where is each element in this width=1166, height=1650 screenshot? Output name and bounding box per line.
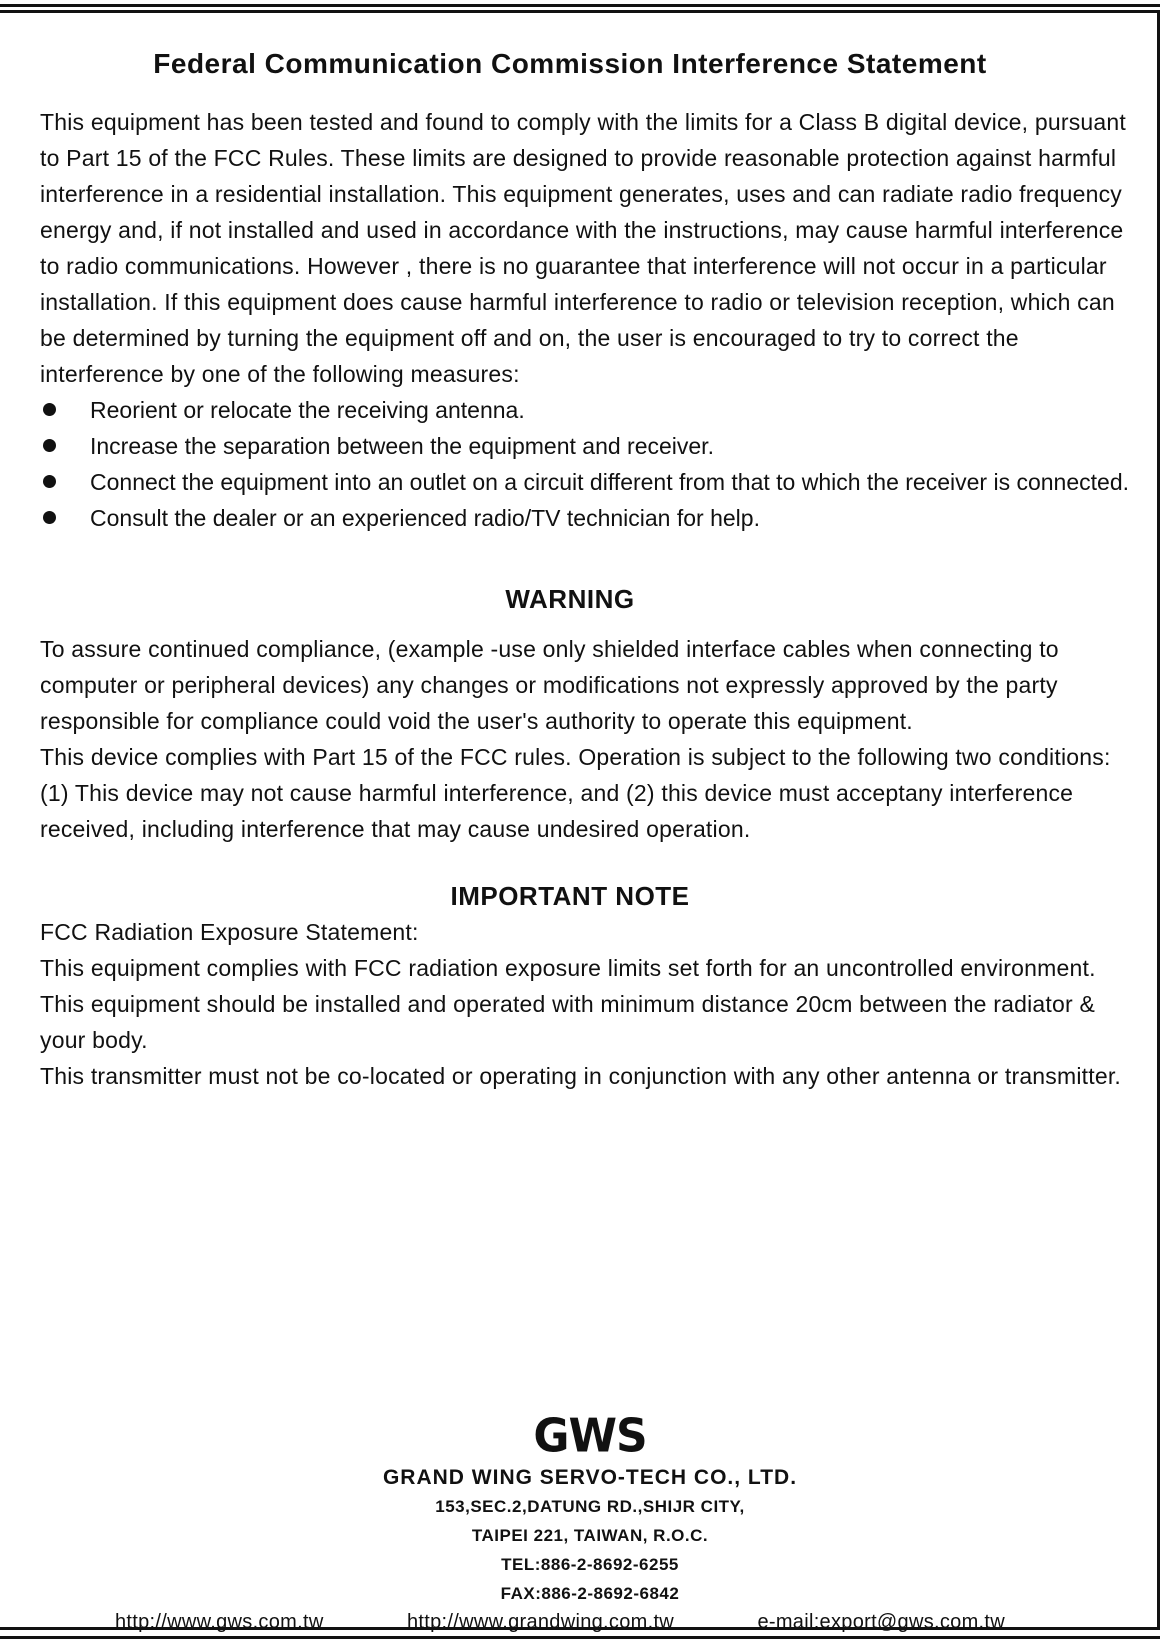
warning-section bbox=[40, 584, 1140, 847]
bottom-rule bbox=[0, 1636, 1160, 1639]
contact-links bbox=[115, 1608, 1005, 1636]
page-title: Federal Communication Commission Interference Statement bbox=[153, 48, 987, 79]
warning-heading: WARNING bbox=[505, 584, 635, 614]
list-item bbox=[40, 500, 1140, 536]
document-body bbox=[40, 40, 1140, 1633]
telephone: TEL:886-2-8692-6255 bbox=[501, 1555, 679, 1574]
bullet-icon bbox=[43, 511, 56, 524]
important-note-heading: IMPORTANT NOTE bbox=[450, 881, 690, 911]
warning-paragraph-1: To assure continued compliance, (example -use only shielded interface cables when connecting to computer or peripheral devices) any changes or modifications not expressly approved by the party responsible for compliance could void the user's authority to operate this equipment. bbox=[40, 636, 1059, 734]
email-link[interactable]: e-mail:export@gws.com.tw bbox=[757, 1611, 1005, 1633]
warning-paragraph-2: This device complies with Part 15 of the FCC rules. Operation is subject to the following two conditions: (1) This device may not cause harmful interference, and (2) this device must acceptany interference received, including interference that may cause undesired operation. bbox=[40, 744, 1111, 842]
website-link-gws[interactable]: http://www.gws.com.tw bbox=[115, 1611, 324, 1633]
website-link-grandwing[interactable]: http://www.grandwing.com.tw bbox=[406, 1611, 675, 1633]
list-item-text: Consult the dealer or an experienced radio/TV technician for help. bbox=[90, 505, 760, 531]
note-paragraph-1: This equipment complies with FCC radiation exposure limits set forth for an uncontrolled environment. This equipment should be installed and operated with minimum distance 20cm between the radiator & your body. bbox=[40, 955, 1096, 1053]
list-item-text: Reorient or relocate the receiving antenna. bbox=[90, 397, 525, 423]
address-line-1: 153,SEC.2,DATUNG RD.,SHIJR CITY, bbox=[435, 1497, 745, 1516]
intro-paragraph: This equipment has been tested and found to comply with the limits for a Class B digital device, pursuant to Part 15 of the FCC Rules. These limits are designed to provide reasonable protection against harmful interference in a residential installation. This equipment generates, uses and can radiate radio frequency energy and, if not installed and used in accordance with the instructions, may cause harmful interference to radio communications. However , there is no guarantee that interference will not occur in a particular installation. If this equipment does cause harmful interference to radio or television reception, which can be determined by turning the equipment off and on, the user is encouraged to try to correct the interference by one of the following measures: bbox=[40, 109, 1126, 387]
list-item bbox=[40, 428, 1140, 464]
list-item-text: Connect the equipment into an outlet on a circuit different from that to which the receiver is connected. bbox=[90, 469, 1129, 495]
bullet-icon bbox=[43, 439, 56, 452]
company-logo: GWS bbox=[533, 1409, 647, 1464]
list-item bbox=[40, 464, 1140, 500]
measures-list bbox=[40, 392, 1140, 536]
bullet-icon bbox=[43, 403, 56, 416]
note-paragraph-2: This transmitter must not be co-located or operating in conjunction with any other antenna or transmitter. bbox=[40, 1063, 1122, 1089]
top-rule bbox=[0, 4, 1160, 7]
bullet-icon bbox=[43, 475, 56, 488]
list-item bbox=[40, 392, 1140, 428]
fax: FAX:886-2-8692-6842 bbox=[500, 1584, 680, 1603]
company-footer bbox=[40, 1409, 1140, 1636]
company-name: GRAND WING SERVO-TECH CO., LTD. bbox=[382, 1466, 798, 1489]
list-item-text: Increase the separation between the equipment and receiver. bbox=[90, 433, 714, 459]
note-subtitle: FCC Radiation Exposure Statement: bbox=[40, 919, 419, 945]
address-line-2: TAIPEI 221, TAIWAN, R.O.C. bbox=[471, 1526, 709, 1545]
important-note-section bbox=[40, 881, 1140, 1094]
